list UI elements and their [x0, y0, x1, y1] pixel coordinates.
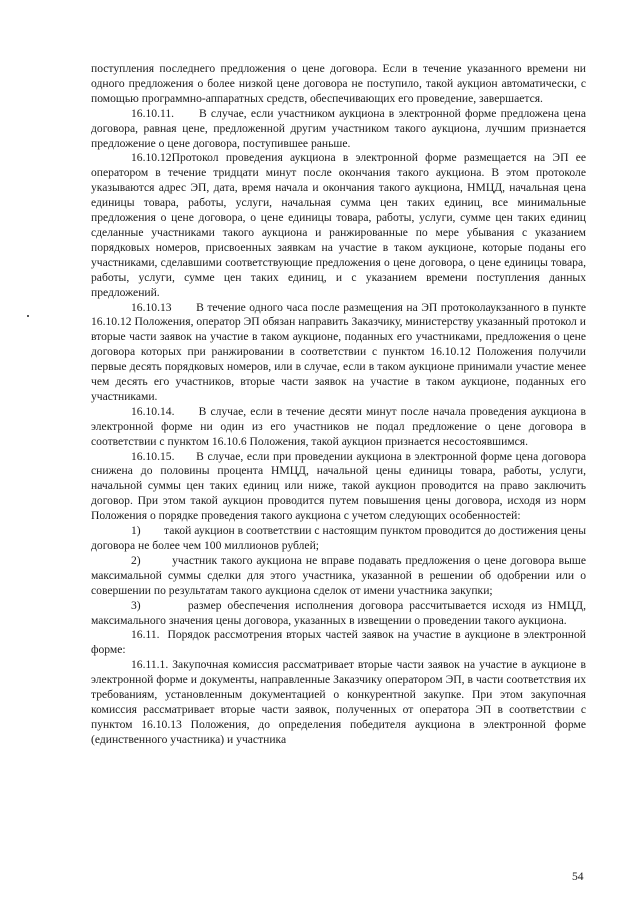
paragraph-p6: 1) такой аукцион в соответствии с настоящим пунктом проводится до достижения цены договора не более чем 100 миллионов рублей;	[91, 524, 586, 552]
scan-speck	[27, 315, 29, 317]
paragraph-p3: 16.10.13 В течение одного часа после размещения на ЭП протоколаукзанного в пункте 16.10.12 Положения, оператор ЭП обязан направить Заказчику, министерству указанный протокол и вторые части заявок на участие в таком аукционе, поданных его участниками, предложения о цене договора которых при ранжировании в соответствии с пунктом 16.10.12 Положения получили первые десять порядковых номеров, или в случае, если в таком аукционе принимали участие менее чем десять его участников, вторые части заявок на участие в таком аукционе, поданных его участниками.	[91, 300, 586, 403]
paragraph-p4: 16.10.14. В случае, если в течение десяти минут после начала проведения аукциона в электронной форме ни один из его участников не подал предложение о цене договора в соответствии с пунктом 16.10.6 Положения, такой аукцион признается несостоявшимся.	[91, 404, 586, 448]
page-number: 54	[572, 870, 584, 883]
paragraph-p5: 16.10.15. В случае, если при проведении аукциона в электронной форме цена договора снижена до половины процента НМЦД, начальной цены единицы товара, работы, услуги, начальной суммы цен таких единиц или ниже, такой аукцион проводится на право заключить договор. При этом такой аукцион проводится путем повышения цены договора, исходя из норм Положения о порядке проведения такого аукциона с учетом следующих особенностей:	[91, 449, 586, 523]
paragraph-p10: 16.11.1. Закупочная комиссия рассматривает вторые части заявок на участие в аукционе в электронной форме и документы, направленные Заказчику оператором ЭП, в части соответствия их требованиям, установленным документацией о конкурентной закупке. При этом закупочная комиссия рассматривает вторые части заявок, полученных от оператора ЭП в соответствии с пунктом 16.10.13 Положения, до определения победителя аукциона в электронной форме (единственного участника) и участника	[91, 658, 586, 746]
body-text	[91, 62, 586, 748]
paragraph-p2: 16.10.12Протокол проведения аукциона в электронной форме размещается на ЭП ее оператором в течение тридцати минут после окончания такого аукциона. В этом протоколе указываются адрес ЭП, дата, время начала и окончания такого аукциона, НМЦД, начальная цена единицы товара, работы, услуги, начальная сумма цен таких единиц, все минимальные предложения о цене договора, о цене единицы товара, работы, услуги, сумме цен таких единиц сделанные участниками такого аукциона и ранжированные по мере убывания с указанием порядковых номеров, присвоенных заявкам на участие в таком аукционе, которые поданы его участниками, сделавшими соответствующие предложения о цене договора, о цене единицы товара, работы, услуги, сумме цен таких единиц, и с указанием времени поступления данных предложений.	[91, 151, 586, 299]
paragraph-p9: 16.11. Порядок рассмотрения вторых частей заявок на участие в аукционе в электронной форме:	[91, 628, 586, 657]
paragraph-p0: поступления последнего предложения о цене договора. Если в течение указанного времени ни одного предложения о более низкой цене договора не поступило, такой аукцион автоматически, с помощью программно-аппаратных средств, обеспечивающих его проведение, завершается.	[91, 62, 586, 105]
paragraph-p8: 3) размер обеспечения исполнения договора рассчитывается исходя из НМЦД, максимального значения цены договора, указанных в извещении о проведении такого аукциона.	[91, 598, 586, 627]
paragraph-p1: 16.10.11. В случае, если участником аукциона в электронной форме предложена цена договора, равная цене, предложенной другим участником такого аукциона, лучшим признается предложение о цене договора, поступившее раньше.	[91, 106, 586, 150]
paragraph-p7: 2) участник такого аукциона не вправе подавать предложения о цене договора выше максимальной суммы сделки для этого участника, указанной в решении об одобрении или о совершении по результатам такого аукциона сделок от имени участника закупки;	[91, 553, 586, 597]
